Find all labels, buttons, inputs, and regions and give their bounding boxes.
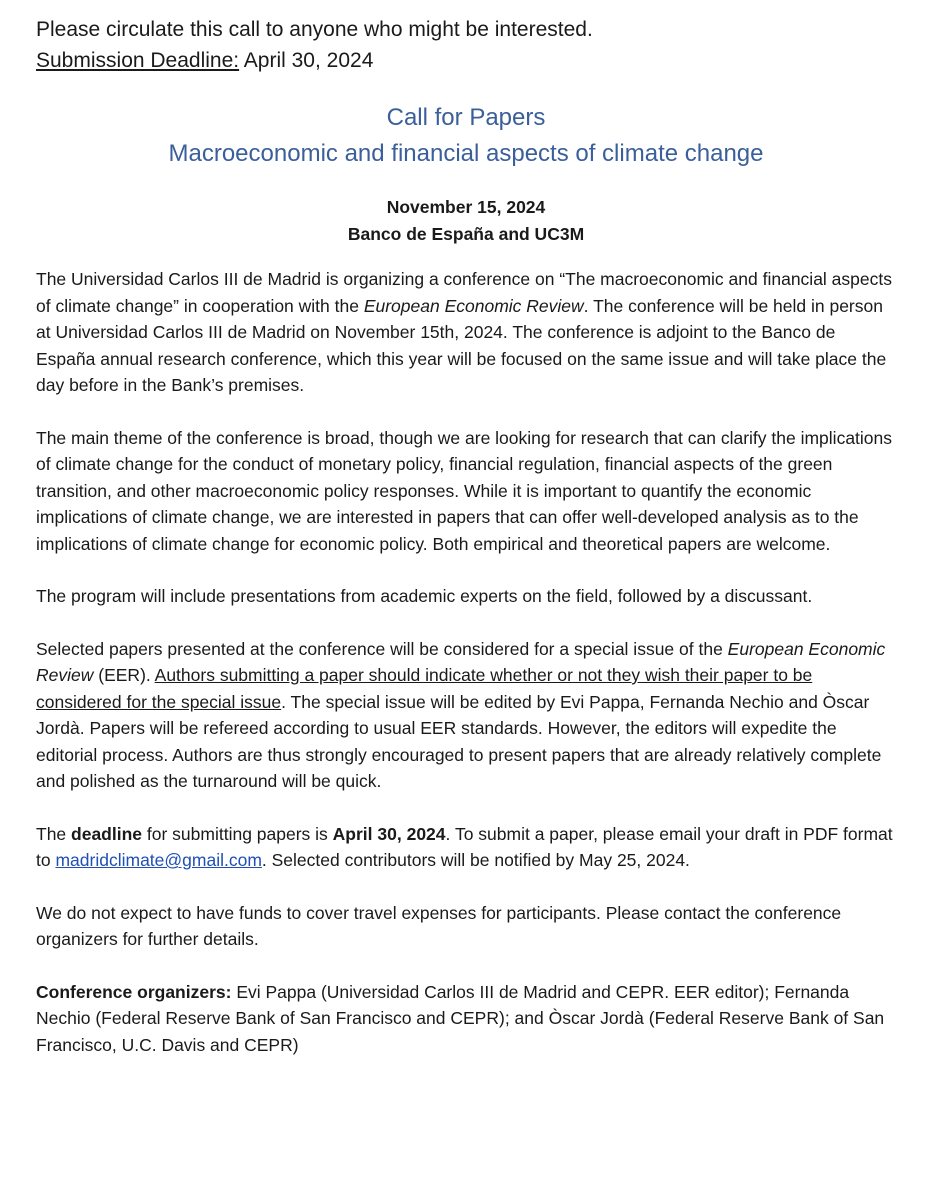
circulate-line: Please circulate this call to anyone who might be interested. xyxy=(36,18,593,41)
deadline-text-c: . To submit a paper, please email your draft in PDF format to xyxy=(36,823,893,870)
circulate-notice xyxy=(36,14,896,76)
deadline-word: deadline xyxy=(71,823,143,844)
special-issue-paragraph xyxy=(36,636,896,795)
deadline-text-a: The xyxy=(36,823,72,844)
organizers-paragraph xyxy=(36,979,896,1059)
funding-paragraph: We do not expect to have funds to cover travel expenses for participants. Please contact the conference organizers for further details. xyxy=(36,902,842,949)
page-title xyxy=(36,100,896,172)
deadline-line xyxy=(36,45,896,76)
program-paragraph: The program will include presentations from academic experts on the field, followed by a discussant. xyxy=(36,586,813,606)
organizers-text: Evi Pappa (Universidad Carlos III de Madrid and CEPR. EER editor); Fernanda Nechio (Federal Reserve Bank of San Francisco and CEPR); and Òscar Jordà (Federal Reserve Bank of San Francisco, U.C. Davis and CEPR) xyxy=(36,981,885,1055)
deadline-label: Submission Deadline: xyxy=(36,49,240,72)
intro-text-b: . The conference will be held in person at Universidad Carlos III de Madrid on November 15th, 2024. The conference is adjoint to the Banco de España annual research conference, which this year will be focused on the same issue and will take place the day before in the Bank’s premises. xyxy=(36,295,887,395)
deadline-paragraph xyxy=(36,821,896,874)
special-issue-text-c: . The special issue will be edited by Evi Pappa, Fernanda Nechio and Òscar Jordà. Papers will be refereed according to usual EER standards. However, the editors will expedite the editorial process. Authors are thus strongly encouraged to present papers that are already relatively complete and polished as the turnaround will be quick. xyxy=(36,691,882,791)
intro-paragraph xyxy=(36,266,896,399)
title-line-2: Macroeconomic and financial aspects of climate change xyxy=(168,140,764,167)
call-for-papers-document xyxy=(36,14,896,1058)
organizers-label: Conference organizers: xyxy=(36,981,232,1002)
deadline-text-d: . Selected contributors will be notified by May 25, 2024. xyxy=(261,850,690,870)
journal-name: European Economic Review xyxy=(36,638,886,685)
intro-text-a: The Universidad Carlos III de Madrid is organizing a conference on “The macroeconomic and financial aspects of climate change” in cooperation with the xyxy=(36,269,892,316)
title-line-1: Call for Papers xyxy=(386,104,546,131)
conference-meta xyxy=(36,194,896,248)
submission-email-link[interactable]: madridclimate@gmail.com xyxy=(55,850,262,870)
theme-paragraph: The main theme of the conference is broad, though we are looking for research that can clarify the implications of climate change for the conduct of monetary policy, financial regulation, financial aspects of the green transition, and other macroeconomic policy responses. While it is important to quantify the economic implications of climate change, we are interested in papers that can offer well-developed analysis as to the implications of climate change for economic policy. Both empirical and theoretical papers are welcome. xyxy=(36,427,893,554)
deadline-value: April 30, 2024 xyxy=(239,49,374,72)
conference-venue: Banco de España and UC3M xyxy=(347,224,585,244)
journal-name: European Economic Review xyxy=(363,295,584,316)
conference-date: November 15, 2024 xyxy=(386,197,546,217)
special-issue-text-a: Selected papers presented at the conference will be considered for a special issue of the xyxy=(36,638,728,659)
deadline-date: April 30, 2024 xyxy=(332,823,446,844)
deadline-text-b: for submitting papers is xyxy=(142,823,333,844)
special-issue-text-b: (EER). xyxy=(93,665,155,685)
special-issue-instruction: Authors submitting a paper should indicate whether or not they wish their paper to be considered for the special issue xyxy=(36,665,813,712)
